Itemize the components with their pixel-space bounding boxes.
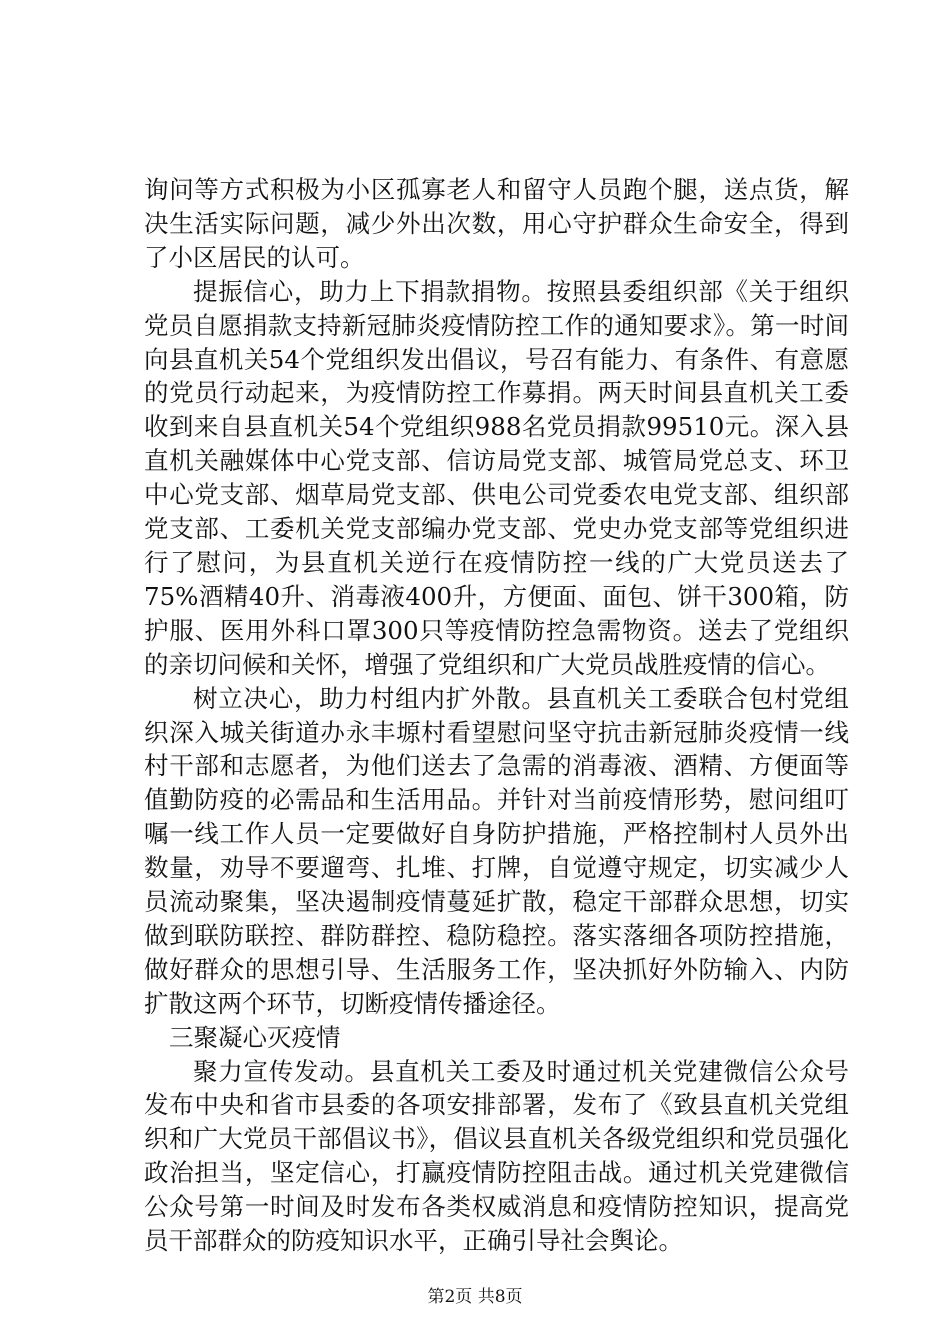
paragraph-donations: 提振信心，助力上下捐款捐物。按照县委组织部《关于组织党员自愿捐款支持新冠肺炎疫情防控工作的通知要求》。第一时间向县直机关54个党组织发出倡议，号召有能力、有条件、有意愿的党员行动起来，为疫情防控工作募捐。两天时间县直机关工委收到来自县直机关54个党组织988名党员捐款99510元。深入县直机关融媒体中心党支部、信访局党支部、城管局党总支、环卫中心党支部、烟草局党支部、供电公司党委农电党支部、组织部党支部、工委机关党支部编办党支部、党史办党支部等党组织进行了慰问，为县直机关逆行在疫情防控一线的广大党员送去了75%酒精40升、消毒液400升，方便面、面包、饼干300箱，防护服、医用外科口罩300只等疫情防控急需物资。送去了党组织的亲切问候和关怀，增强了党组织和广大党员战胜疫情的信心。: [144, 276, 849, 679]
paragraph-publicity: 聚力宣传发动。县直机关工委及时通过机关党建微信公众号发布中央和省市县委的各项安排部署，发布了《致县直机关党组织和广大党员干部倡议书》，倡议县直机关各级党组织和党员强化政治担当，坚定信心，打赢疫情防控阻击战。通过机关党建微信公众号第一时间及时发布各类权威消息和疫情防控知识，提高党员干部群众的防疫知识水平，正确引导社会舆论。: [144, 1056, 849, 1256]
paragraph-village: 树立决心，助力村组内扩外散。县直机关工委联合包村党组织深入城关街道办永丰塬村看望慰问坚守抗击新冠肺炎疫情一线村干部和志愿者，为他们送去了急需的消毒液、酒精、方便面等值勤防疫的必需品和生活用品。并针对当前疫情形势，慰问组叮嘱一线工作人员一定要做好自身防护措施，严格控制村人员外出数量，劝导不要遛弯、扎堆、打牌，自觉遵守规定，切实减少人员流动聚集，坚决遏制疫情蔓延扩散，稳定干部群众思想，切实做到联防联控、群防群控、稳防稳控。落实落细各项防控措施，做好群众的思想引导、生活服务工作，坚决抓好外防输入、内防扩散这两个环节，切断疫情传播途径。: [144, 683, 849, 1018]
section-heading: 三聚凝心灭疫情: [169, 1022, 341, 1052]
document-body: [144, 173, 849, 1258]
paragraph-continuation: 询问等方式积极为小区孤寡老人和留守人员跑个腿，送点货，解决生活实际问题，减少外出次数，用心守护群众生命安全，得到了小区居民的认可。: [144, 175, 849, 272]
page-footer: 第2页 共8页: [427, 1287, 523, 1307]
